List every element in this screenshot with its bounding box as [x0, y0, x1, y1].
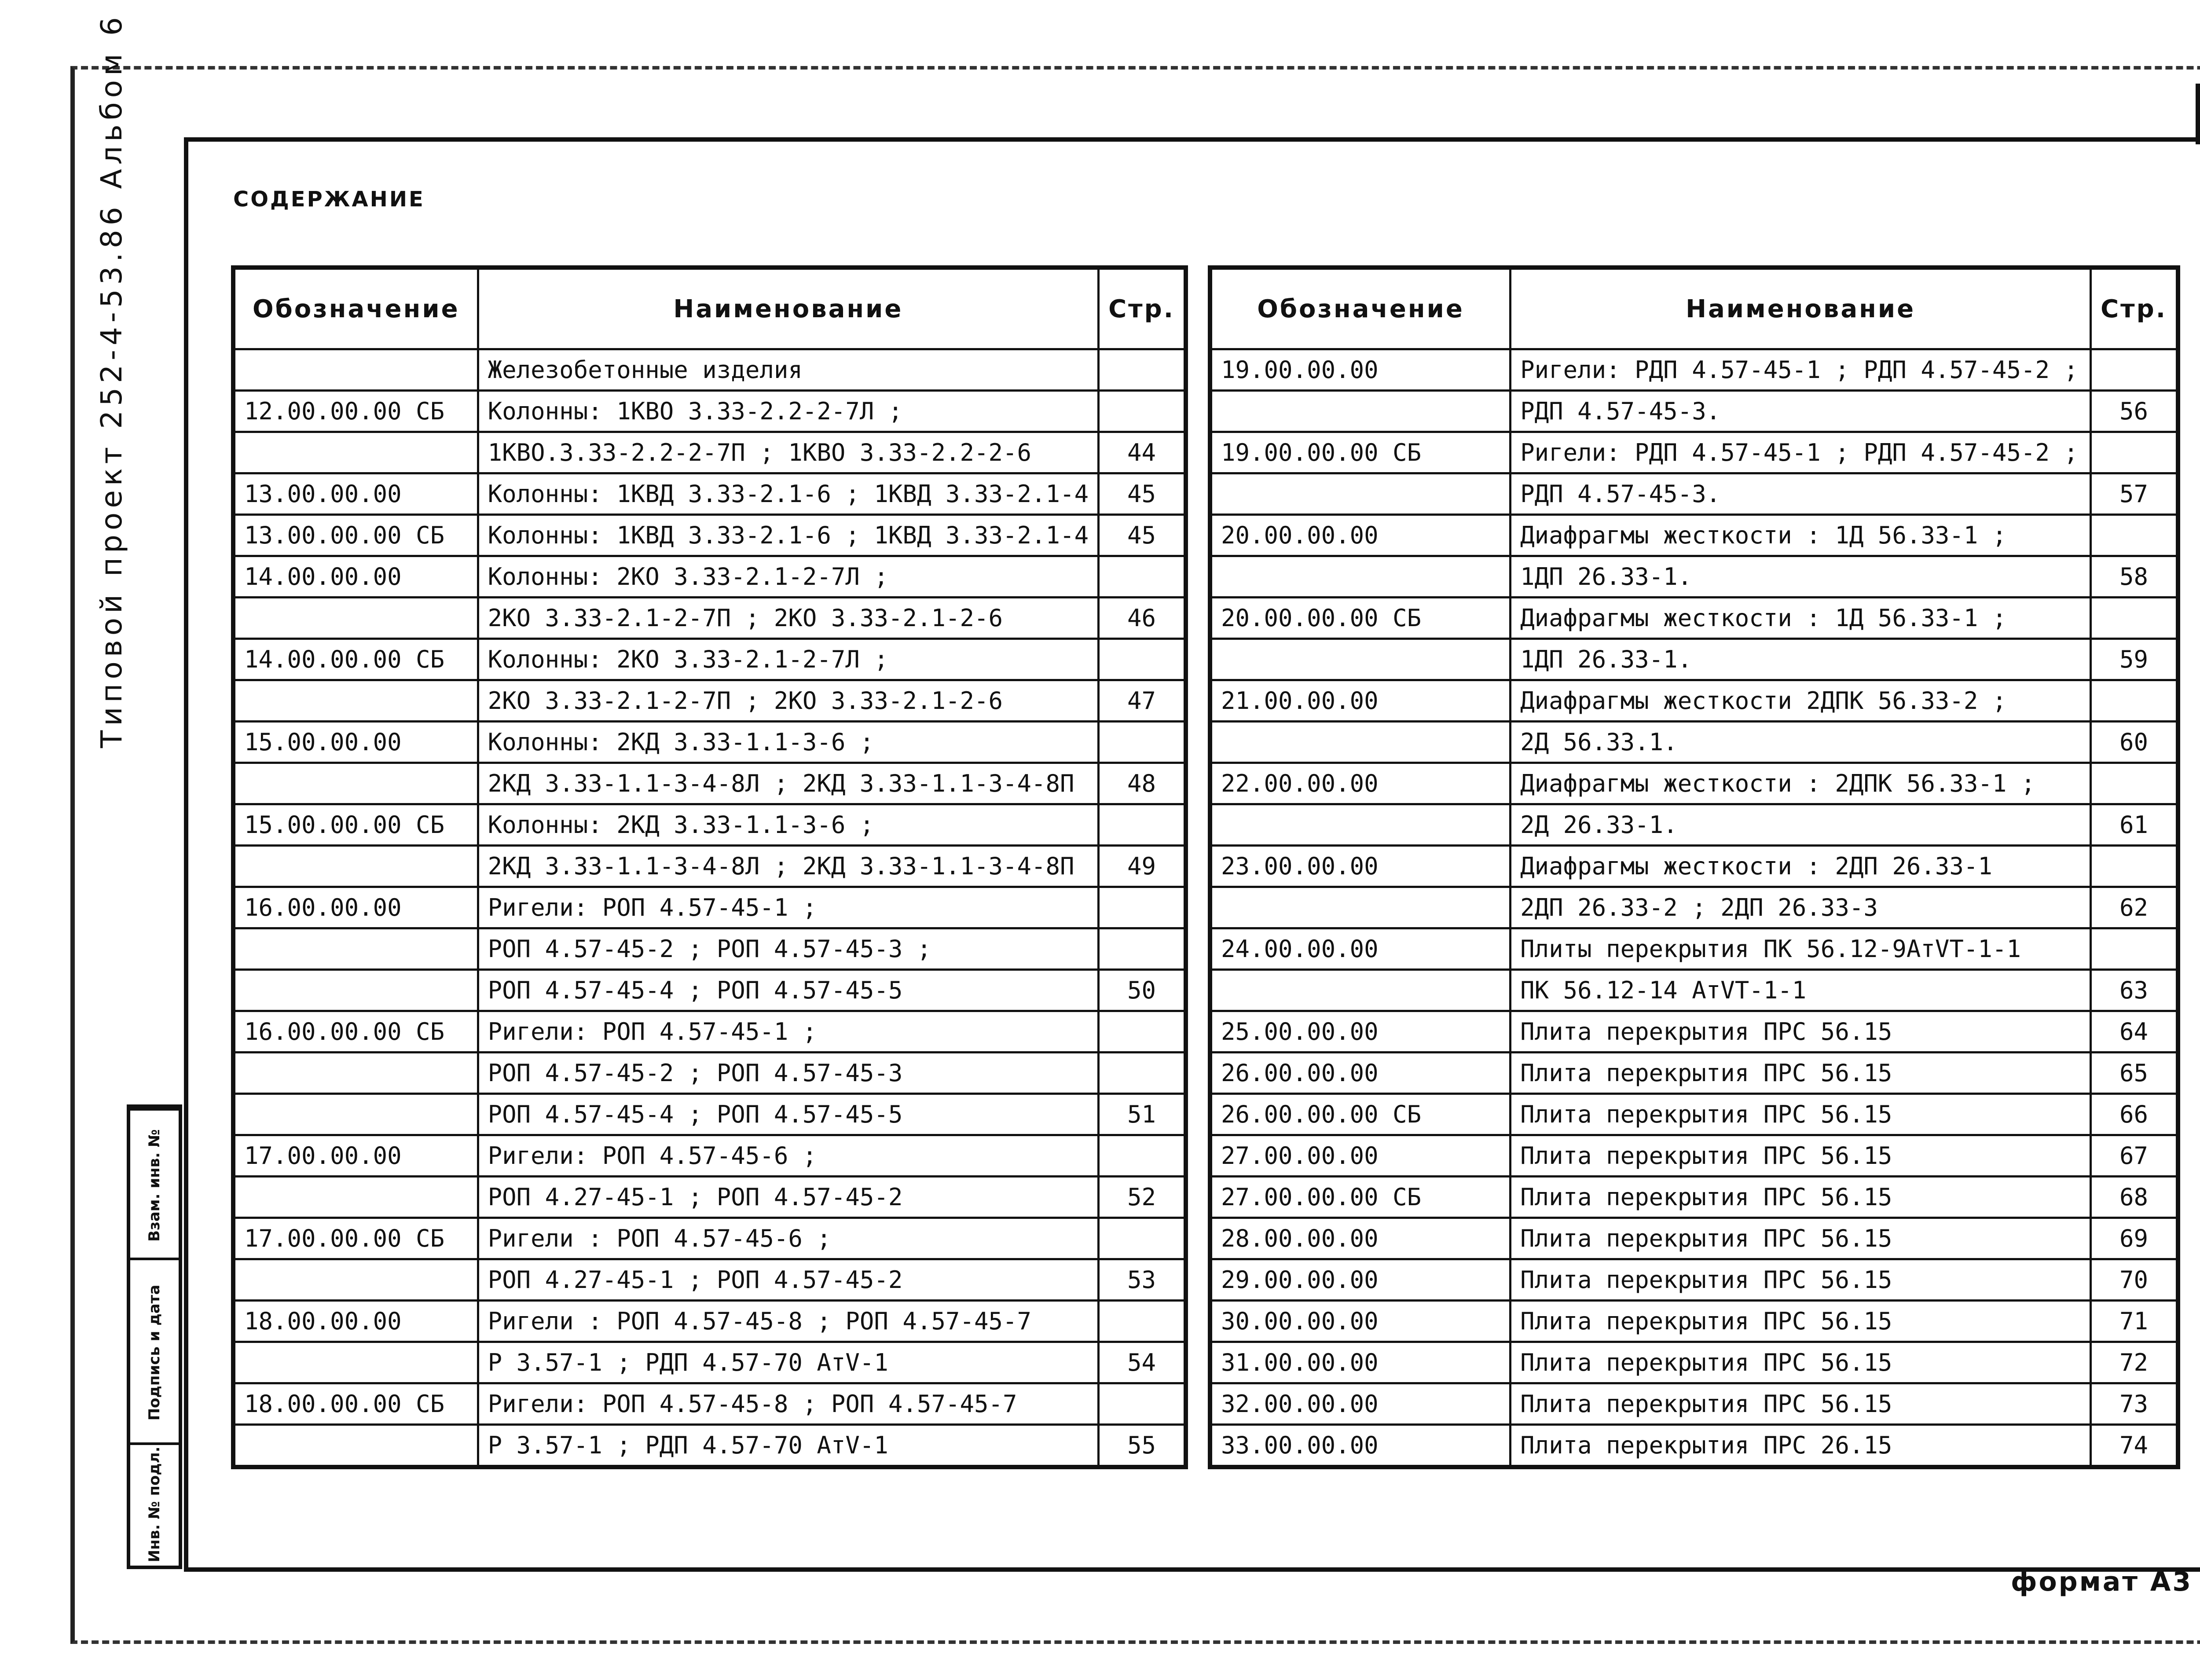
table-row: [233, 970, 1186, 1011]
cell-page: [2091, 432, 2178, 473]
cell-designation: 13.00.00.00: [233, 473, 478, 515]
cell-designation: [233, 928, 478, 970]
table-row: [1210, 1301, 2178, 1342]
cell-designation: [233, 1425, 478, 1467]
cell-name: Колонны: 1КВД 3.33-2.1-6 ; 1КВД 3.33-2.1-4: [478, 473, 1098, 515]
cell-name: Ригели: РДП 4.57-45-1 ; РДП 4.57-45-2 ;: [1511, 349, 2091, 391]
cell-page: 58: [2091, 556, 2178, 598]
cell-designation: 15.00.00.00 СБ: [233, 804, 478, 846]
table-row: [1210, 1094, 2178, 1135]
table-row: [233, 473, 1186, 515]
cell-designation: [1210, 473, 1511, 515]
cell-name: Плита перекрытия ПРС 56.15: [1511, 1177, 2091, 1218]
table-row: [233, 1011, 1186, 1053]
cell-name: Диафрагмы жесткости : 2ДП 26.33-1: [1511, 846, 2091, 887]
cell-name: Ригели: РОП 4.57-45-6 ;: [478, 1135, 1098, 1177]
cell-designation: 29.00.00.00: [1210, 1259, 1511, 1301]
cell-designation: [1210, 639, 1511, 680]
table-row: [233, 804, 1186, 846]
table-row: [233, 763, 1186, 804]
cell-designation: 23.00.00.00: [1210, 846, 1511, 887]
cell-page: 59: [2091, 639, 2178, 680]
cell-name: РОП 4.57-45-4 ; РОП 4.57-45-5: [478, 1094, 1098, 1135]
cell-page: [2091, 763, 2178, 804]
cell-page: 65: [2091, 1053, 2178, 1094]
cell-designation: [233, 1094, 478, 1135]
cell-name: РОП 4.27-45-1 ; РОП 4.57-45-2: [478, 1259, 1098, 1301]
cell-page: [1099, 556, 1186, 598]
cell-name: Плита перекрытия ПРС 56.15: [1511, 1342, 2091, 1383]
cell-page: [1099, 1218, 1186, 1259]
cell-page: 63: [2091, 970, 2178, 1011]
cell-page: [2091, 680, 2178, 722]
cell-designation: 24.00.00.00: [1210, 928, 1511, 970]
cell-name: 2КО 3.33-2.1-2-7П ; 2КО 3.33-2.1-2-6: [478, 598, 1098, 639]
header-page: Стр.: [2091, 268, 2178, 349]
cell-name: 2Д 26.33-1.: [1511, 804, 2091, 846]
cell-name: Колонны: 1КВО 3.33-2.2-2-7Л ;: [478, 391, 1098, 432]
cell-page: [1099, 349, 1186, 391]
cell-name: 2КД 3.33-1.1-3-4-8Л ; 2КД 3.33-1.1-3-4-8П: [478, 846, 1098, 887]
cell-name: 1ДП 26.33-1.: [1511, 639, 2091, 680]
table-row: [233, 1383, 1186, 1425]
cell-page: [2091, 598, 2178, 639]
cell-designation: 27.00.00.00 СБ: [1210, 1177, 1511, 1218]
cell-page: 64: [2091, 1011, 2178, 1053]
cell-page: 69: [2091, 1218, 2178, 1259]
stamp-inv-original-label: Инв. № подл.: [146, 1446, 163, 1563]
header-name: Наименование: [478, 268, 1098, 349]
cell-page: 53: [1099, 1259, 1186, 1301]
table-row: [233, 1301, 1186, 1342]
table-row: [1210, 391, 2178, 432]
cell-designation: 31.00.00.00: [1210, 1342, 1511, 1383]
cell-page: 67: [2091, 1135, 2178, 1177]
table-row: [233, 1177, 1186, 1218]
cell-designation: [1210, 887, 1511, 928]
cell-name: РОП 4.57-45-2 ; РОП 4.57-45-3 ;: [478, 928, 1098, 970]
table-row: [1210, 1383, 2178, 1425]
cell-page: 62: [2091, 887, 2178, 928]
cell-page: 70: [2091, 1259, 2178, 1301]
cell-page: [1099, 639, 1186, 680]
side-title: Типовой проект 252-4-53.86 Альбом 6: [95, 13, 128, 748]
cell-designation: [233, 1342, 478, 1383]
cell-designation: 14.00.00.00: [233, 556, 478, 598]
table-row: [1210, 473, 2178, 515]
stamp-cell-inv-original: [130, 1442, 179, 1564]
cell-page: 44: [1099, 432, 1186, 473]
cell-designation: [1210, 804, 1511, 846]
cell-page: 56: [2091, 391, 2178, 432]
cell-designation: 26.00.00.00 СБ: [1210, 1094, 1511, 1135]
table-header-row: [1210, 268, 2178, 349]
cell-name: РДП 4.57-45-3.: [1511, 391, 2091, 432]
cell-designation: 25.00.00.00: [1210, 1011, 1511, 1053]
cell-designation: [1210, 970, 1511, 1011]
table-row: [233, 1218, 1186, 1259]
cell-designation: [1210, 722, 1511, 763]
format-label: формат А3: [2011, 1566, 2193, 1597]
title-stamp: [127, 1104, 182, 1569]
cell-name: Плита перекрытия ПРС 56.15: [1511, 1301, 2091, 1342]
table-row: [1210, 763, 2178, 804]
table-row: [1210, 349, 2178, 391]
table-row: [1210, 804, 2178, 846]
table-row: [1210, 1177, 2178, 1218]
cell-name: Плита перекрытия ПРС 56.15: [1511, 1135, 2091, 1177]
cell-page: 48: [1099, 763, 1186, 804]
cell-name: Ригели : РОП 4.57-45-8 ; РОП 4.57-45-7: [478, 1301, 1098, 1342]
cell-page: [2091, 846, 2178, 887]
table-row: [233, 1425, 1186, 1467]
table-row: [233, 1342, 1186, 1383]
cell-name: Плита перекрытия ПРС 56.15: [1511, 1218, 2091, 1259]
cell-page: 55: [1099, 1425, 1186, 1467]
cell-designation: 32.00.00.00: [1210, 1383, 1511, 1425]
cell-name: Плита перекрытия ПРС 56.15: [1511, 1259, 2091, 1301]
cell-designation: [233, 970, 478, 1011]
table-row: [1210, 1425, 2178, 1467]
cell-designation: 28.00.00.00: [1210, 1218, 1511, 1259]
cell-page: 73: [2091, 1383, 2178, 1425]
cell-designation: 15.00.00.00: [233, 722, 478, 763]
cell-page: [1099, 928, 1186, 970]
cell-designation: 14.00.00.00 СБ: [233, 639, 478, 680]
cell-designation: 19.00.00.00 СБ: [1210, 432, 1511, 473]
cell-page: [1099, 391, 1186, 432]
cell-page: [1099, 1135, 1186, 1177]
cell-name: 1ДП 26.33-1.: [1511, 556, 2091, 598]
header-designation: Обозначение: [1210, 268, 1511, 349]
cell-page: [2091, 928, 2178, 970]
table-row: [233, 391, 1186, 432]
table-row: [1210, 556, 2178, 598]
table-row: [233, 598, 1186, 639]
cell-designation: [233, 432, 478, 473]
cell-designation: [233, 680, 478, 722]
table-row: [1210, 887, 2178, 928]
header-designation: Обозначение: [233, 268, 478, 349]
cell-designation: 19.00.00.00: [1210, 349, 1511, 391]
cell-designation: [233, 598, 478, 639]
cell-page: 50: [1099, 970, 1186, 1011]
cell-name: Р 3.57-1 ; РДП 4.57-70 АтV-1: [478, 1342, 1098, 1383]
cell-designation: 20.00.00.00 СБ: [1210, 598, 1511, 639]
cell-page: [1099, 1301, 1186, 1342]
cell-page: 71: [2091, 1301, 2178, 1342]
cell-designation: [233, 1053, 478, 1094]
cell-page: 54: [1099, 1342, 1186, 1383]
cell-name: 1КВО.3.33-2.2-2-7П ; 1КВО 3.33-2.2-2-6: [478, 432, 1098, 473]
cell-page: [1099, 804, 1186, 846]
cell-name: 2КО 3.33-2.1-2-7П ; 2КО 3.33-2.1-2-6: [478, 680, 1098, 722]
cell-designation: [233, 846, 478, 887]
table-row: [1210, 928, 2178, 970]
table-row: [233, 639, 1186, 680]
contents-table-left: [231, 265, 1188, 1469]
cell-designation: [233, 349, 478, 391]
table-header-row: [233, 268, 1186, 349]
table-row: [233, 1135, 1186, 1177]
cell-name: 2КД 3.33-1.1-3-4-8Л ; 2КД 3.33-1.1-3-4-8П: [478, 763, 1098, 804]
header-page: Стр.: [1099, 268, 1186, 349]
cell-designation: 16.00.00.00 СБ: [233, 1011, 478, 1053]
table-row: [233, 515, 1186, 556]
cell-page: [2091, 349, 2178, 391]
cell-name: Ригели: РОП 4.57-45-8 ; РОП 4.57-45-7: [478, 1383, 1098, 1425]
table-row: [1210, 1218, 2178, 1259]
table-row: [1210, 515, 2178, 556]
cell-name: Диафрагмы жесткости 2ДПК 56.33-2 ;: [1511, 680, 2091, 722]
cell-name: Плита перекрытия ПРС 56.15: [1511, 1383, 2091, 1425]
cell-name: Диафрагмы жесткости : 1Д 56.33-1 ;: [1511, 515, 2091, 556]
table-row: [233, 887, 1186, 928]
cell-designation: 22.00.00.00: [1210, 763, 1511, 804]
cell-designation: 18.00.00.00 СБ: [233, 1383, 478, 1425]
cell-name: Ригели: РОП 4.57-45-1 ;: [478, 1011, 1098, 1053]
cell-designation: 13.00.00.00 СБ: [233, 515, 478, 556]
table-row: [1210, 1135, 2178, 1177]
cell-page: 45: [1099, 515, 1186, 556]
table-row: [1210, 639, 2178, 680]
cell-name: Колонны: 2КД 3.33-1.1-3-6 ;: [478, 722, 1098, 763]
table-row: [233, 1259, 1186, 1301]
table-row: [233, 556, 1186, 598]
cell-name: Колонны: 2КО 3.33-2.1-2-7Л ;: [478, 556, 1098, 598]
cell-name: Колонны: 2КД 3.33-1.1-3-6 ;: [478, 804, 1098, 846]
cell-page: 46: [1099, 598, 1186, 639]
cell-page: 60: [2091, 722, 2178, 763]
cell-designation: 16.00.00.00: [233, 887, 478, 928]
cell-designation: 30.00.00.00: [1210, 1301, 1511, 1342]
table-row: [1210, 722, 2178, 763]
table-row: [1210, 1342, 2178, 1383]
cell-page: [1099, 887, 1186, 928]
cell-page: [1099, 1053, 1186, 1094]
cell-designation: 17.00.00.00: [233, 1135, 478, 1177]
cell-name: Р 3.57-1 ; РДП 4.57-70 АтV-1: [478, 1425, 1098, 1467]
cell-page: [1099, 1383, 1186, 1425]
cell-name: Плита перекрытия ПРС 56.15: [1511, 1094, 2091, 1135]
cell-name: 2Д 56.33.1.: [1511, 722, 2091, 763]
cell-designation: [233, 1177, 478, 1218]
cell-name: 2ДП 26.33-2 ; 2ДП 26.33-3: [1511, 887, 2091, 928]
stamp-cell-replace-inv: [130, 1108, 179, 1260]
cell-designation: [233, 763, 478, 804]
cell-page: 49: [1099, 846, 1186, 887]
cell-name: Ригели: РОП 4.57-45-1 ;: [478, 887, 1098, 928]
table-row: [233, 349, 1186, 391]
cell-page: 57: [2091, 473, 2178, 515]
table-row: [233, 928, 1186, 970]
cell-name: Ригели : РОП 4.57-45-6 ;: [478, 1218, 1098, 1259]
page-number: [2196, 84, 2200, 144]
cell-name: Плита перекрытия ПРС 56.15: [1511, 1011, 2091, 1053]
cell-page: [1099, 722, 1186, 763]
cell-page: 66: [2091, 1094, 2178, 1135]
cell-page: 72: [2091, 1342, 2178, 1383]
cell-name: Колонны: 1КВД 3.33-2.1-6 ; 1КВД 3.33-2.1-4: [478, 515, 1098, 556]
cell-name: РОП 4.57-45-2 ; РОП 4.57-45-3: [478, 1053, 1098, 1094]
cell-designation: 33.00.00.00: [1210, 1425, 1511, 1467]
table-row: [233, 1053, 1186, 1094]
page-title: СОДЕРЖАНИЕ: [233, 187, 425, 212]
stamp-signature-date-label: Подпись и дата: [146, 1284, 163, 1421]
cell-designation: 21.00.00.00: [1210, 680, 1511, 722]
table-row: [1210, 846, 2178, 887]
cell-name: Железобетонные изделия: [478, 349, 1098, 391]
header-name: Наименование: [1511, 268, 2091, 349]
cell-name: Диафрагмы жесткости : 1Д 56.33-1 ;: [1511, 598, 2091, 639]
cell-name: РОП 4.57-45-4 ; РОП 4.57-45-5: [478, 970, 1098, 1011]
table-row: [1210, 598, 2178, 639]
table-row: [1210, 1053, 2178, 1094]
table-row: [1210, 970, 2178, 1011]
cell-page: [1099, 1011, 1186, 1053]
cell-name: Диафрагмы жесткости : 2ДПК 56.33-1 ;: [1511, 763, 2091, 804]
cell-page: 74: [2091, 1425, 2178, 1467]
cell-name: Плиты перекрытия ПК 56.12-9АтVТ-1-1: [1511, 928, 2091, 970]
table-row: [1210, 432, 2178, 473]
cell-page: 45: [1099, 473, 1186, 515]
table-row: [233, 432, 1186, 473]
contents-table-right: [1208, 265, 2180, 1469]
cell-page: 61: [2091, 804, 2178, 846]
cell-page: 68: [2091, 1177, 2178, 1218]
cell-designation: 27.00.00.00: [1210, 1135, 1511, 1177]
cell-name: РДП 4.57-45-3.: [1511, 473, 2091, 515]
cell-page: 47: [1099, 680, 1186, 722]
table-row: [1210, 1259, 2178, 1301]
cell-name: Колонны: 2КО 3.33-2.1-2-7Л ;: [478, 639, 1098, 680]
cell-designation: 17.00.00.00 СБ: [233, 1218, 478, 1259]
cell-designation: [1210, 391, 1511, 432]
cell-designation: [1210, 556, 1511, 598]
table-row: [233, 722, 1186, 763]
cell-page: 52: [1099, 1177, 1186, 1218]
cell-name: ПК 56.12-14 АтVТ-1-1: [1511, 970, 2091, 1011]
table-row: [1210, 1011, 2178, 1053]
cell-designation: 26.00.00.00: [1210, 1053, 1511, 1094]
cell-designation: 12.00.00.00 СБ: [233, 391, 478, 432]
cell-name: Плита перекрытия ПРС 26.15: [1511, 1425, 2091, 1467]
cell-name: Плита перекрытия ПРС 56.15: [1511, 1053, 2091, 1094]
cell-designation: [233, 1259, 478, 1301]
table-row: [1210, 680, 2178, 722]
cell-designation: 20.00.00.00: [1210, 515, 1511, 556]
table-row: [233, 846, 1186, 887]
cell-name: Ригели: РДП 4.57-45-1 ; РДП 4.57-45-2 ;: [1511, 432, 2091, 473]
cell-name: РОП 4.27-45-1 ; РОП 4.57-45-2: [478, 1177, 1098, 1218]
cell-page: [2091, 515, 2178, 556]
cell-page: 51: [1099, 1094, 1186, 1135]
table-row: [233, 680, 1186, 722]
stamp-replace-inv-label: Взам. инв. №: [146, 1129, 163, 1242]
stamp-cell-signature: [130, 1258, 179, 1445]
table-row: [233, 1094, 1186, 1135]
cell-designation: 18.00.00.00: [233, 1301, 478, 1342]
